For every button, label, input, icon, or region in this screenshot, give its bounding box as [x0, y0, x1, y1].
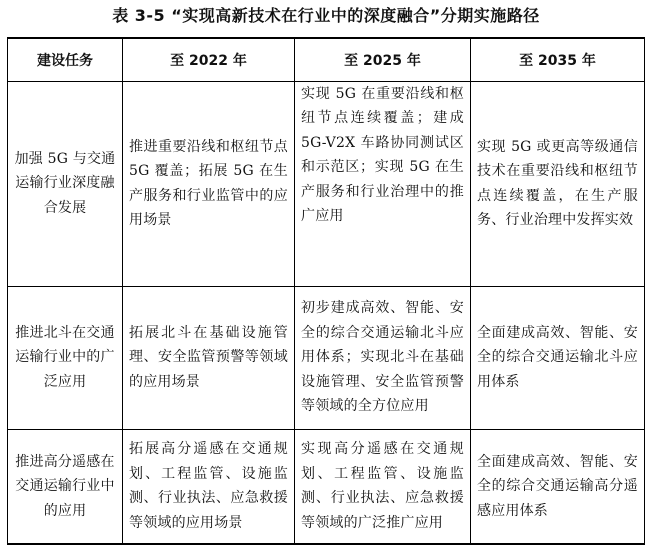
task-cell: 加强 5G 与交通运输行业深度融合发展 [8, 81, 123, 286]
header-row [8, 38, 645, 81]
implementation-table [7, 37, 645, 545]
cell-2022: 拓展北斗在基础设施管理、安全监管预警等领域的应用场景 [123, 286, 295, 429]
cell-2035: 全面建成高效、智能、安全的综合交通运输北斗应用体系 [471, 286, 645, 429]
table-row [8, 286, 645, 429]
header-2025: 至 2025 年 [295, 38, 471, 81]
table-title: 表 3-5 “实现高新技术在行业中的深度融合”分期实施路径 [112, 6, 540, 25]
cell-2025: 实现高分遥感在交通规划、工程监管、设施监测、行业执法、应急救援等领域的广泛推广应用 [295, 429, 471, 544]
cell-2022: 拓展高分遥感在交通规划、工程监管、设施监测、行业执法、应急救援等领域的应用场景 [123, 429, 295, 544]
cell-2025: 实现 5G 在重要沿线和枢纽节点连续覆盖；建成 5G-V2X 车路协同测试区和示范区；实现 5G 在生产服务和行业治理中的推广应用 [295, 81, 471, 286]
table-row [8, 429, 645, 544]
table-row [8, 81, 645, 286]
cell-2035: 实现 5G 或更高等级通信技术在重要沿线和枢纽节点连续覆盖，在生产服务、行业治理中发挥实效 [471, 81, 645, 286]
cell-2035: 全面建成高效、智能、安全的综合交通运输高分遥感应用体系 [471, 429, 645, 544]
task-cell: 推进北斗在交通运输行业中的广泛应用 [8, 286, 123, 429]
cell-2022: 推进重要沿线和枢纽节点 5G 覆盖；拓展 5G 在生产服务和行业监管中的应用场景 [123, 81, 295, 286]
cell-2025: 初步建成高效、智能、安全的综合交通运输北斗应用体系；实现北斗在基础设施管理、安全监管预警等领域的全方位应用 [295, 286, 471, 429]
header-2035: 至 2035 年 [471, 38, 645, 81]
task-cell: 推进高分遥感在交通运输行业中的应用 [8, 429, 123, 544]
header-2022: 至 2022 年 [123, 38, 295, 81]
header-task: 建设任务 [8, 38, 123, 81]
